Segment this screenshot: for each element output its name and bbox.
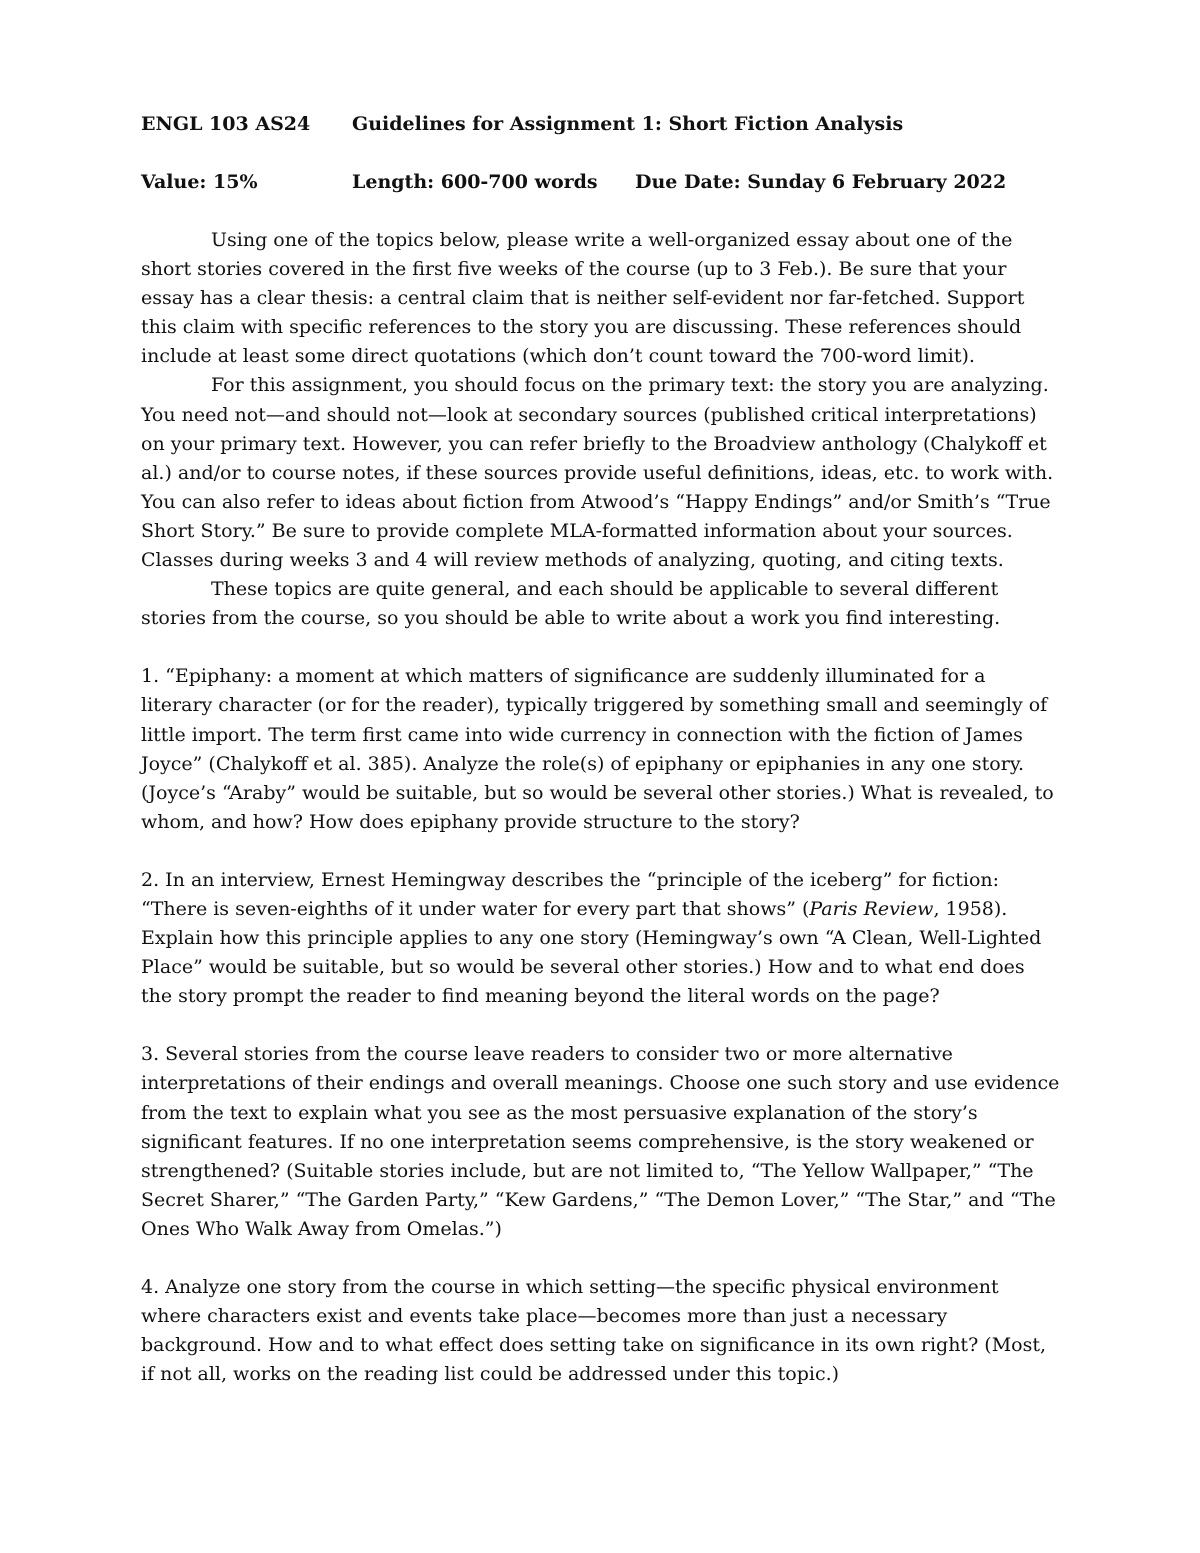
spacer	[141, 197, 1060, 226]
topic-2	[141, 866, 1060, 1011]
header-row-details	[141, 168, 1060, 197]
assignment-title: Guidelines for Assignment 1: Short Fiction Analysis	[352, 113, 904, 135]
topic-1: 1. “Epiphany: a moment at which matters of significance are suddenly illuminated for a literary character (or for the reader), typically triggered by something small and seemingly of little import. The term first came into wide currency in connection with the fiction of James Joyce” (Chalykoff et al. 385). Analyze the role(s) of epiphany or epiphanies in any one story. (Joyce’s “Araby” would be suitable, but so would be several other stories.) What is revealed, to whom, and how? How does epiphany provide structure to the story?	[141, 665, 1054, 833]
spacer	[141, 837, 1060, 866]
topic-3: 3. Several stories from the course leave readers to consider two or more alternative interpretations of their endings and overall meanings. Choose one such story and use evidence from the text to explain what you see as the most persuasive explanation of the story’s significant features. If no one interpretation seems comprehensive, is the story weakened or strengthened? (Suitable stories include, but are not limited to, “The Yellow Wallpaper,” “The Secret Sharer,” “The Garden Party,” “Kew Gardens,” “The Demon Lover,” “The Star,” and “The Ones Who Walk Away from Omelas.”)	[141, 1043, 1060, 1240]
intro-paragraph-3: These topics are quite general, and each should be applicable to several different stories from the course, so you should be able to write about a work you find interesting.	[141, 578, 1001, 630]
spacer	[141, 1011, 1060, 1040]
spacer	[141, 139, 1060, 168]
topic-2-text-end: , 1958). Explain how this principle applies to any one story (Hemingway’s own “A Clean, Well-Lighted Place” would be suitable, but so would be several other stories.) How and to what end does the story prompt the reader to find meaning beyond the literal words on the page?	[141, 897, 1042, 1008]
header-row-title	[141, 110, 1060, 139]
spacer	[141, 1244, 1060, 1273]
spacer	[141, 633, 1060, 662]
topic-2-italic-title: Paris Review	[809, 897, 934, 920]
value-label: Value: 15%	[141, 171, 258, 193]
course-code: ENGL 103 AS24	[141, 113, 311, 135]
length-label: Length: 600-700 words	[352, 171, 598, 193]
topic-2-text-start: 2. In an interview, Ernest Hemingway describes the “principle of the iceberg” for fiction: “There is seven-eighths of it under water for every part that shows” (	[141, 868, 1000, 920]
intro-paragraph-2: For this assignment, you should focus on the primary text: the story you are analyzing. You need not—and should not—look at secondary sources (published critical interpretations) on your primary text. However, you can refer briefly to the Broadview anthology (Chalykoff et al.) and/or to course notes, if these sources provide useful definitions, ideas, etc. to work with. You can also refer to ideas about fiction from Atwood’s “Happy Endings” and/or Smith’s “True Short Story.” Be sure to provide complete MLA-formatted information about your sources. Classes during weeks 3 and 4 will review methods of analyzing, quoting, and citing texts.	[141, 374, 1054, 572]
due-date-label: Due Date: Sunday 6 February 2022	[635, 171, 1007, 193]
intro-paragraph-1: Using one of the topics below, please write a well-organized essay about one of the short stories covered in the first five weeks of the course (up to 3 Feb.). Be sure that your essay has a clear thesis: a central claim that is neither self-evident nor far-fetched. Support this claim with specific references to the story you are discussing. These references should include at least some direct quotations (which don’t count toward the 700-word limit).	[141, 229, 1025, 368]
topic-4: 4. Analyze one story from the course in which setting—the specific physical environment where characters exist and events take place—becomes more than just a necessary background. How and to what effect does setting take on significance in its own right? (Most, if not all, works on the reading list could be addressed under this topic.)	[141, 1276, 1047, 1386]
